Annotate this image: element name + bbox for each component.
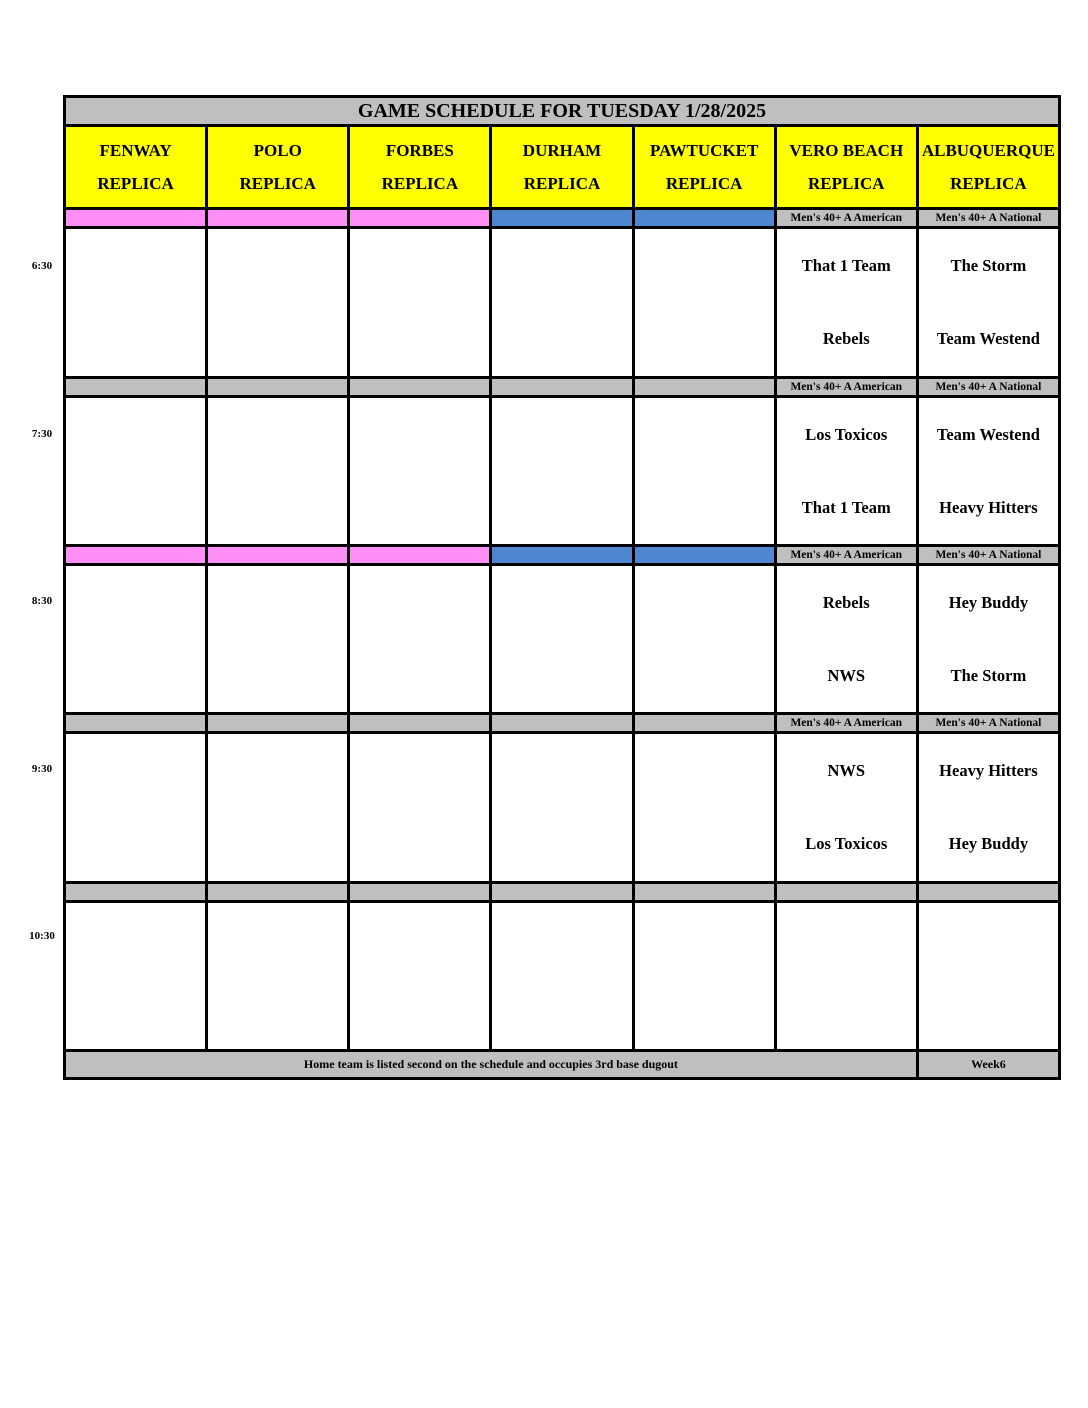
game-cell — [775, 564, 917, 713]
away-team — [208, 398, 347, 471]
away-team — [777, 903, 916, 976]
field-header-pawtucket — [633, 126, 775, 209]
away-team — [492, 398, 631, 471]
division-label — [349, 545, 491, 564]
away-team — [492, 903, 631, 976]
division-row — [65, 209, 1060, 228]
away-team — [350, 734, 489, 807]
away-team — [66, 398, 205, 471]
away-team — [208, 734, 347, 807]
home-team — [66, 302, 205, 375]
game-cell — [633, 564, 775, 713]
away-team: Heavy Hitters — [939, 761, 1038, 781]
game-cell — [917, 564, 1059, 713]
field-name: DURHAM — [522, 141, 602, 161]
game-cell — [633, 228, 775, 377]
away-team: Hey Buddy — [948, 593, 1029, 613]
field-name: POLO — [253, 141, 302, 161]
home-team: Team Westend — [936, 329, 1040, 349]
field-name: FORBES — [385, 141, 454, 161]
home-team — [635, 807, 774, 880]
home-team: NWS — [827, 666, 866, 686]
away-team: NWS — [827, 761, 866, 781]
away-team: Los Toxicos — [805, 424, 888, 444]
time-label: 9:30 — [31, 763, 53, 775]
week-label: Week6 — [971, 1056, 1006, 1071]
away-team — [635, 903, 774, 976]
field-name: FENWAY — [99, 141, 172, 161]
away-team — [635, 229, 774, 302]
division-label — [349, 377, 491, 396]
home-team: Rebels — [822, 329, 870, 349]
division-label — [65, 209, 207, 228]
field-subtitle: REPLICA — [808, 174, 885, 194]
home-team — [492, 639, 631, 712]
division-label — [349, 714, 491, 733]
home-team — [492, 807, 631, 880]
home-team — [350, 807, 489, 880]
away-team — [208, 903, 347, 976]
home-team — [492, 302, 631, 375]
home-team — [208, 976, 347, 1049]
field-name: ALBUQUERQUE — [921, 141, 1056, 161]
game-cell — [207, 228, 349, 377]
division-label — [207, 882, 349, 901]
home-team — [635, 976, 774, 1049]
game-row — [65, 733, 1060, 882]
time-label: 10:30 — [29, 930, 55, 942]
schedule-table — [63, 95, 1061, 1080]
division-label — [207, 377, 349, 396]
game-row — [65, 396, 1060, 545]
game-row — [65, 228, 1060, 377]
away-team: That 1 Team — [801, 256, 891, 276]
field-header-forbes — [349, 126, 491, 209]
footer-row — [65, 1050, 1060, 1078]
away-team — [208, 566, 347, 639]
game-cell — [65, 564, 207, 713]
field-header-polo — [207, 126, 349, 209]
home-team — [350, 471, 489, 544]
home-team — [635, 302, 774, 375]
field-name: PAWTUCKET — [649, 141, 759, 161]
home-team — [350, 976, 489, 1049]
game-cell — [917, 733, 1059, 882]
field-subtitle: REPLICA — [950, 174, 1027, 194]
game-cell — [633, 901, 775, 1050]
home-team — [919, 976, 1058, 1049]
division-label: Men's 40+ A American — [775, 545, 917, 564]
home-team: Heavy Hitters — [939, 497, 1038, 517]
footer-note: Home team is listed second on the schedule and occupies 3rd base dugout — [65, 1050, 918, 1078]
game-row — [65, 564, 1060, 713]
division-label — [65, 714, 207, 733]
home-team: Hey Buddy — [948, 834, 1029, 854]
away-team — [350, 903, 489, 976]
time-label: 8:30 — [31, 595, 53, 607]
home-team — [492, 471, 631, 544]
home-team: That 1 Team — [801, 497, 891, 517]
game-cell — [917, 901, 1059, 1050]
game-cell — [65, 396, 207, 545]
division-label — [491, 209, 633, 228]
home-team — [66, 976, 205, 1049]
home-team — [635, 471, 774, 544]
away-team — [350, 398, 489, 471]
home-team: The Storm — [950, 666, 1027, 686]
home-team — [492, 976, 631, 1049]
game-cell — [349, 901, 491, 1050]
home-team — [635, 639, 774, 712]
time-label: 6:30 — [31, 260, 53, 272]
division-label: Men's 40+ A American — [775, 209, 917, 228]
division-label: Men's 40+ A National — [917, 545, 1059, 564]
home-team — [208, 639, 347, 712]
game-cell — [917, 228, 1059, 377]
home-team — [350, 302, 489, 375]
field-header-fenway — [65, 126, 207, 209]
away-team — [919, 903, 1058, 976]
away-team — [66, 903, 205, 976]
away-team — [66, 229, 205, 302]
game-cell — [491, 901, 633, 1050]
game-cell — [491, 733, 633, 882]
away-team: Team Westend — [936, 424, 1040, 444]
game-cell — [65, 733, 207, 882]
division-label — [65, 882, 207, 901]
away-team: Rebels — [822, 593, 870, 613]
home-team — [66, 471, 205, 544]
division-label — [491, 377, 633, 396]
game-cell — [207, 396, 349, 545]
home-team: Los Toxicos — [805, 834, 888, 854]
division-label — [207, 209, 349, 228]
game-cell — [207, 564, 349, 713]
game-cell — [633, 396, 775, 545]
division-label — [491, 714, 633, 733]
division-label — [633, 545, 775, 564]
field-subtitle: REPLICA — [381, 174, 459, 194]
home-team — [777, 976, 916, 1049]
footer-week-cell — [917, 1050, 1059, 1078]
title-row — [65, 97, 1060, 126]
schedule-body — [65, 97, 1060, 1079]
home-team — [208, 471, 347, 544]
game-cell — [491, 396, 633, 545]
field-header-vero-beach — [775, 126, 917, 209]
game-cell — [349, 228, 491, 377]
division-label: Men's 40+ A American — [775, 377, 917, 396]
game-cell — [775, 228, 917, 377]
field-subtitle: REPLICA — [239, 174, 316, 194]
away-team: The Storm — [950, 256, 1027, 276]
time-label: 7:30 — [31, 428, 53, 440]
field-header-albuquerque — [917, 126, 1059, 209]
division-label: Men's 40+ A National — [917, 714, 1059, 733]
game-cell — [491, 564, 633, 713]
home-team — [66, 807, 205, 880]
division-label — [633, 209, 775, 228]
division-label — [349, 882, 491, 901]
division-label — [633, 377, 775, 396]
away-team — [635, 398, 774, 471]
away-team — [492, 566, 631, 639]
division-label — [633, 882, 775, 901]
field-subtitle: REPLICA — [523, 174, 601, 194]
schedule-title: GAME SCHEDULE FOR TUESDAY 1/28/2025 — [65, 97, 1060, 126]
away-team — [350, 566, 489, 639]
game-cell — [349, 564, 491, 713]
away-team — [208, 229, 347, 302]
game-cell — [349, 733, 491, 882]
field-header-durham — [491, 126, 633, 209]
division-label: Men's 40+ A American — [775, 714, 917, 733]
division-label — [491, 545, 633, 564]
division-row — [65, 882, 1060, 901]
division-label — [65, 545, 207, 564]
home-team — [208, 302, 347, 375]
game-cell — [917, 396, 1059, 545]
game-cell — [65, 901, 207, 1050]
game-cell — [633, 733, 775, 882]
game-cell — [491, 228, 633, 377]
game-cell — [775, 901, 917, 1050]
away-team — [66, 566, 205, 639]
division-label — [65, 377, 207, 396]
division-label — [633, 714, 775, 733]
division-row — [65, 545, 1060, 564]
game-cell — [775, 396, 917, 545]
field-subtitle: REPLICA — [97, 174, 174, 194]
game-cell — [207, 733, 349, 882]
division-label: Men's 40+ A National — [917, 377, 1059, 396]
game-cell — [775, 733, 917, 882]
field-subtitle: REPLICA — [665, 174, 743, 194]
division-label — [917, 882, 1059, 901]
field-header-row — [65, 126, 1060, 209]
away-team — [350, 229, 489, 302]
division-label — [775, 882, 917, 901]
away-team — [635, 734, 774, 807]
field-name: VERO BEACH — [789, 141, 904, 161]
game-row — [65, 901, 1060, 1050]
division-label — [491, 882, 633, 901]
game-cell — [207, 901, 349, 1050]
division-row — [65, 714, 1060, 733]
division-label — [207, 714, 349, 733]
home-team — [66, 639, 205, 712]
division-label — [349, 209, 491, 228]
home-team — [208, 807, 347, 880]
home-team — [350, 639, 489, 712]
division-label: Men's 40+ A National — [917, 209, 1059, 228]
away-team — [492, 229, 631, 302]
game-cell — [349, 396, 491, 545]
game-cell — [65, 228, 207, 377]
away-team — [492, 734, 631, 807]
division-label — [207, 545, 349, 564]
away-team — [66, 734, 205, 807]
away-team — [635, 566, 774, 639]
division-row — [65, 377, 1060, 396]
